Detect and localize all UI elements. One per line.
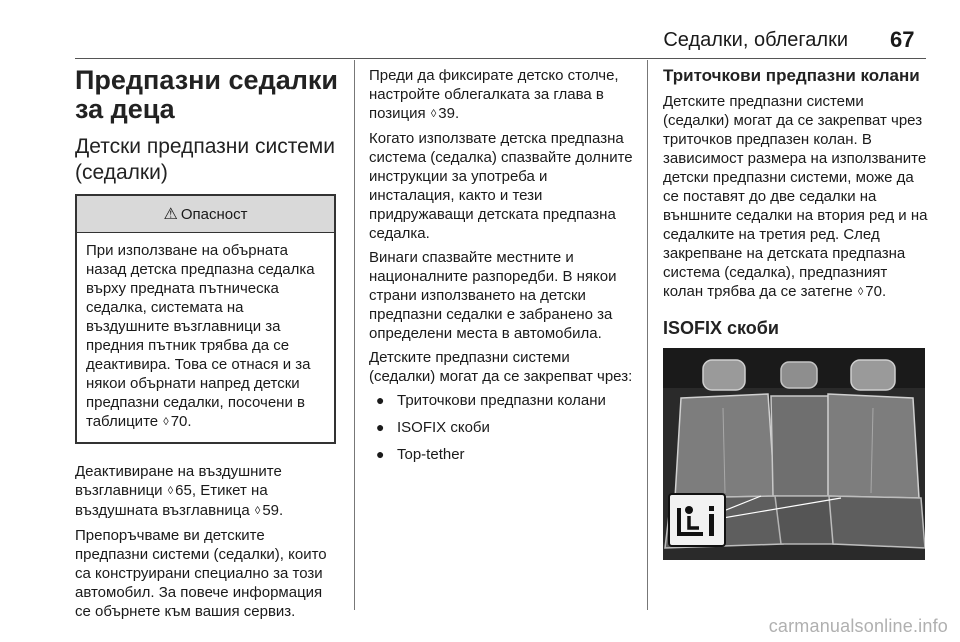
section-heading-three-point-belts: Триточкови предпазни колани [663, 66, 920, 85]
list-item-text: Триточкови предпазни колани [397, 392, 606, 409]
page-ref-link[interactable]: 39. [438, 105, 460, 122]
column-divider-1 [354, 60, 355, 610]
page-ref-link[interactable]: 70. [865, 283, 887, 300]
bullet-icon: ● [376, 446, 385, 462]
list-item-text: Top-tether [397, 446, 465, 463]
list-item-text: ISOFIX скоби [397, 419, 490, 436]
watermark: carmanualsonline.info [768, 616, 948, 636]
section-heading-isofix: ISOFIX скоби [663, 318, 779, 338]
column-3 [663, 66, 928, 560]
column-2 [369, 66, 634, 472]
main-heading: Предпазни седалки за деца [75, 65, 338, 124]
list-item [369, 391, 634, 410]
paragraph-text: Детските предпазни системи (седалки) могат да се закрепват чрез триточков предпазен колан. В зависимост размера на използваните детски предпазни системи, може да се поставят до две седалки на външните седалки на втория ред и на седалките на третия ред. След закрепване на детската предпазна система (седалка), предпазният колан трябва да се затегне [663, 93, 928, 300]
bullet-icon: ● [376, 419, 385, 435]
paragraph-headrest [369, 66, 634, 124]
paragraph-instructions: Когато използвате детска предпазна система (седалка) спазвайте долните инструкции за употреба и инсталация, както и тези придружаващи детската предпазна седалка. [369, 130, 633, 242]
warning-header [77, 196, 334, 233]
page-ref-icon: ◊ [430, 108, 437, 120]
paragraph-airbag-deactivation [75, 462, 340, 521]
warning-body [77, 233, 334, 442]
page-ref-icon: ◊ [254, 505, 261, 517]
paragraph-regulations: Винаги спазвайте местните и националните разпоредби. В някои страни използването на детски предпазни седалки е забранено за определени места в автомобила. [369, 249, 617, 342]
page-number: 67 [890, 27, 915, 52]
list-item [369, 445, 634, 464]
header-rule [75, 58, 926, 59]
page-ref-icon: ◊ [163, 416, 169, 428]
list-item [369, 418, 634, 437]
paragraph-three-point-belts [663, 92, 928, 302]
warning-title: Опасност [180, 205, 248, 223]
warning-text: При използване на обърната назад детска предпазна седалка върху предната пътническа седалка, системата на въздушните възглавници за предния пътник трябва да се деактивира. Това се отнася и за някои обърнати напред детски предпазни седалки, посочени в таблиците [86, 242, 315, 430]
page-ref-link[interactable]: 65, Етикет на въздушната възглавница [75, 482, 268, 519]
paragraph-text: Преди да фиксирате детско столче, настройте облегалката за глава в позиция [369, 67, 619, 122]
page-section-title: Седалки, облегалки [663, 29, 848, 51]
page-ref-icon: ◊ [167, 485, 174, 497]
paragraph-fastening: Детските предпазни системи (седалки) могат да се закрепват чрез: [369, 349, 633, 385]
page-ref-icon: ◊ [857, 286, 864, 298]
bullet-icon: ● [376, 392, 385, 408]
page-ref-link[interactable]: 59. [262, 502, 284, 519]
column-divider-2 [647, 60, 648, 610]
warning-box [75, 194, 336, 444]
isofix-seats-photo [663, 348, 925, 560]
paragraph-text: Деактивиране на въздушните възглавници [75, 463, 282, 499]
subheading: Детски предпазни системи (седалки) [75, 135, 335, 184]
paragraph-recommendation: Препоръчваме ви детските предпазни системи (седалки), които са конструирани специално за този автомобил. За повече информация се обърнете към вашия сервиз. [75, 527, 327, 620]
column-1 [75, 66, 340, 626]
warning-ref[interactable]: 70. [170, 413, 192, 430]
fastening-list [369, 391, 634, 464]
warning-triangle-icon: ⚠ [163, 206, 178, 223]
